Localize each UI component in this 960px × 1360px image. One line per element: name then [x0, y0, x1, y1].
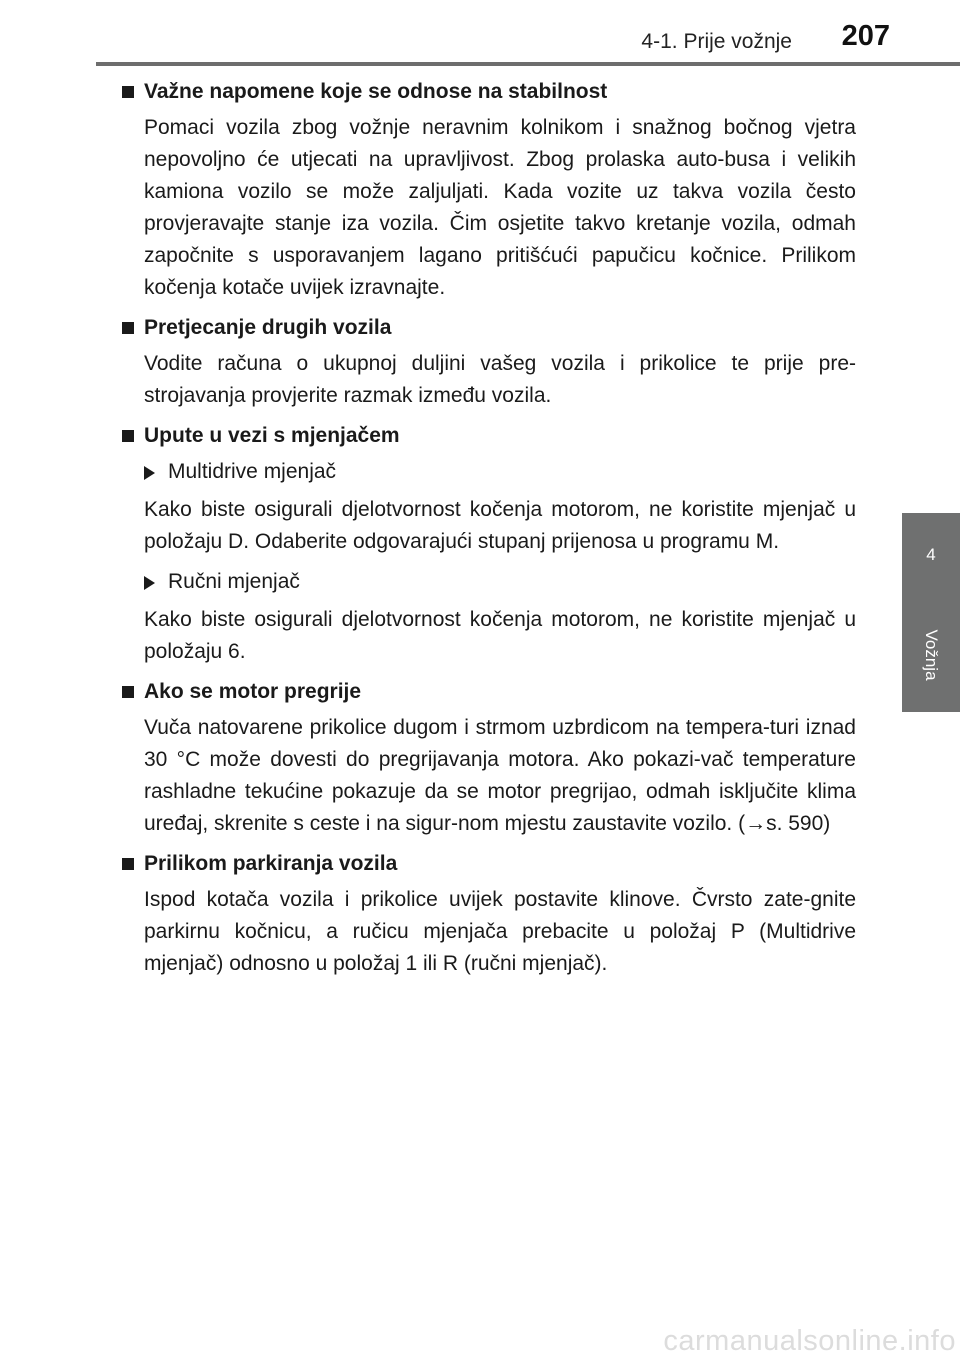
- subsection-title: Multidrive mjenjač: [168, 460, 337, 483]
- subsection-paragraph: Kako biste osigurali djelotvornost kočenja motorom, ne koristite mjenjač u položaju 6.: [144, 608, 856, 663]
- square-bullet-icon: [122, 686, 134, 698]
- page-content: [120, 76, 856, 988]
- section-stability: [120, 76, 856, 304]
- square-bullet-icon: [122, 86, 134, 98]
- subsection-paragraph: Kako biste osigurali djelotvornost kočenja motorom, ne koristite mjenjač u položaju D. Odaberite odgovarajući stupanj prijenosa u programu M.: [144, 498, 856, 553]
- square-bullet-icon: [122, 322, 134, 334]
- section-overtaking: [120, 312, 856, 412]
- section-heading: [120, 312, 856, 344]
- page-number: 207: [841, 20, 890, 52]
- page-header: [96, 0, 960, 66]
- section-overheating: [120, 676, 856, 840]
- subsection-heading: [144, 566, 856, 598]
- section-title: 4-1. Prije vožnje: [641, 30, 792, 53]
- triangle-bullet-icon: [144, 576, 155, 590]
- square-bullet-icon: [122, 858, 134, 870]
- section-paragraph: Vuča natovarene prikolice dugom i strmom uzbrdicom na tempera-turi iznad 30 °C može dovesti do pregrijavanja motora. Ako pokazi-vač temperature rashladne tekućine pokazuje da se motor pregrijao, odmah isključite klima uređaj, skrenite s ceste i na sigur-nom mjestu zaustavite vozilo. (→s. 590): [144, 716, 856, 835]
- section-heading: [120, 420, 856, 452]
- square-bullet-icon: [122, 430, 134, 442]
- chapter-label-tab: [902, 597, 960, 712]
- section-parking: [120, 848, 856, 980]
- section-paragraph: Vodite računa o ukupnoj duljini vašeg vozila i prikolice te prije pre-strojavanja provjerite razmak između vozila.: [144, 352, 856, 407]
- watermark: carmanualsonline.info: [663, 1325, 956, 1357]
- chapter-label: Vožnja: [922, 628, 941, 681]
- chapter-number: 4: [926, 545, 936, 564]
- heading-text: Ako se motor pregrije: [144, 680, 362, 703]
- heading-text: Prilikom parkiranja vozila: [144, 852, 398, 875]
- section-paragraph: Pomaci vozila zbog vožnje neravnim kolnikom i snažnog bočnog vjetra nepovoljno će utjecati na upravljivost. Zbog prolaska auto-busa i velikih kamiona vozilo se može zaljuljati. Kada vozite uz takva vozila često provjeravajte stanje iza vozila. Čim osjetite takvo kretanje vozila, odmah započnite s usporavanjem lagano pritišćući papučicu kočnice. Prilikom kočenja kotače uvijek izravnajte.: [144, 116, 856, 299]
- heading-text: Upute u vezi s mjenjačem: [144, 424, 400, 447]
- section-heading: [120, 848, 856, 880]
- heading-text: Pretjecanje drugih vozila: [144, 316, 392, 339]
- triangle-bullet-icon: [144, 466, 155, 480]
- chapter-tab: [902, 513, 960, 597]
- heading-text: Važne napomene koje se odnose na stabilnost: [144, 80, 608, 103]
- section-transmission: [120, 420, 856, 668]
- subsection-heading: [144, 456, 856, 488]
- subsection-title: Ručni mjenjač: [168, 570, 300, 593]
- section-heading: [120, 676, 856, 708]
- section-paragraph: Ispod kotača vozila i prikolice uvijek postavite klinove. Čvrsto zate-gnite parkirnu kočnicu, a ručicu mjenjača prebacite u položaj P (Multidrive mjenjač) odnosno u položaj 1 ili R (ručni mjenjač).: [144, 888, 856, 975]
- section-heading: [120, 76, 856, 108]
